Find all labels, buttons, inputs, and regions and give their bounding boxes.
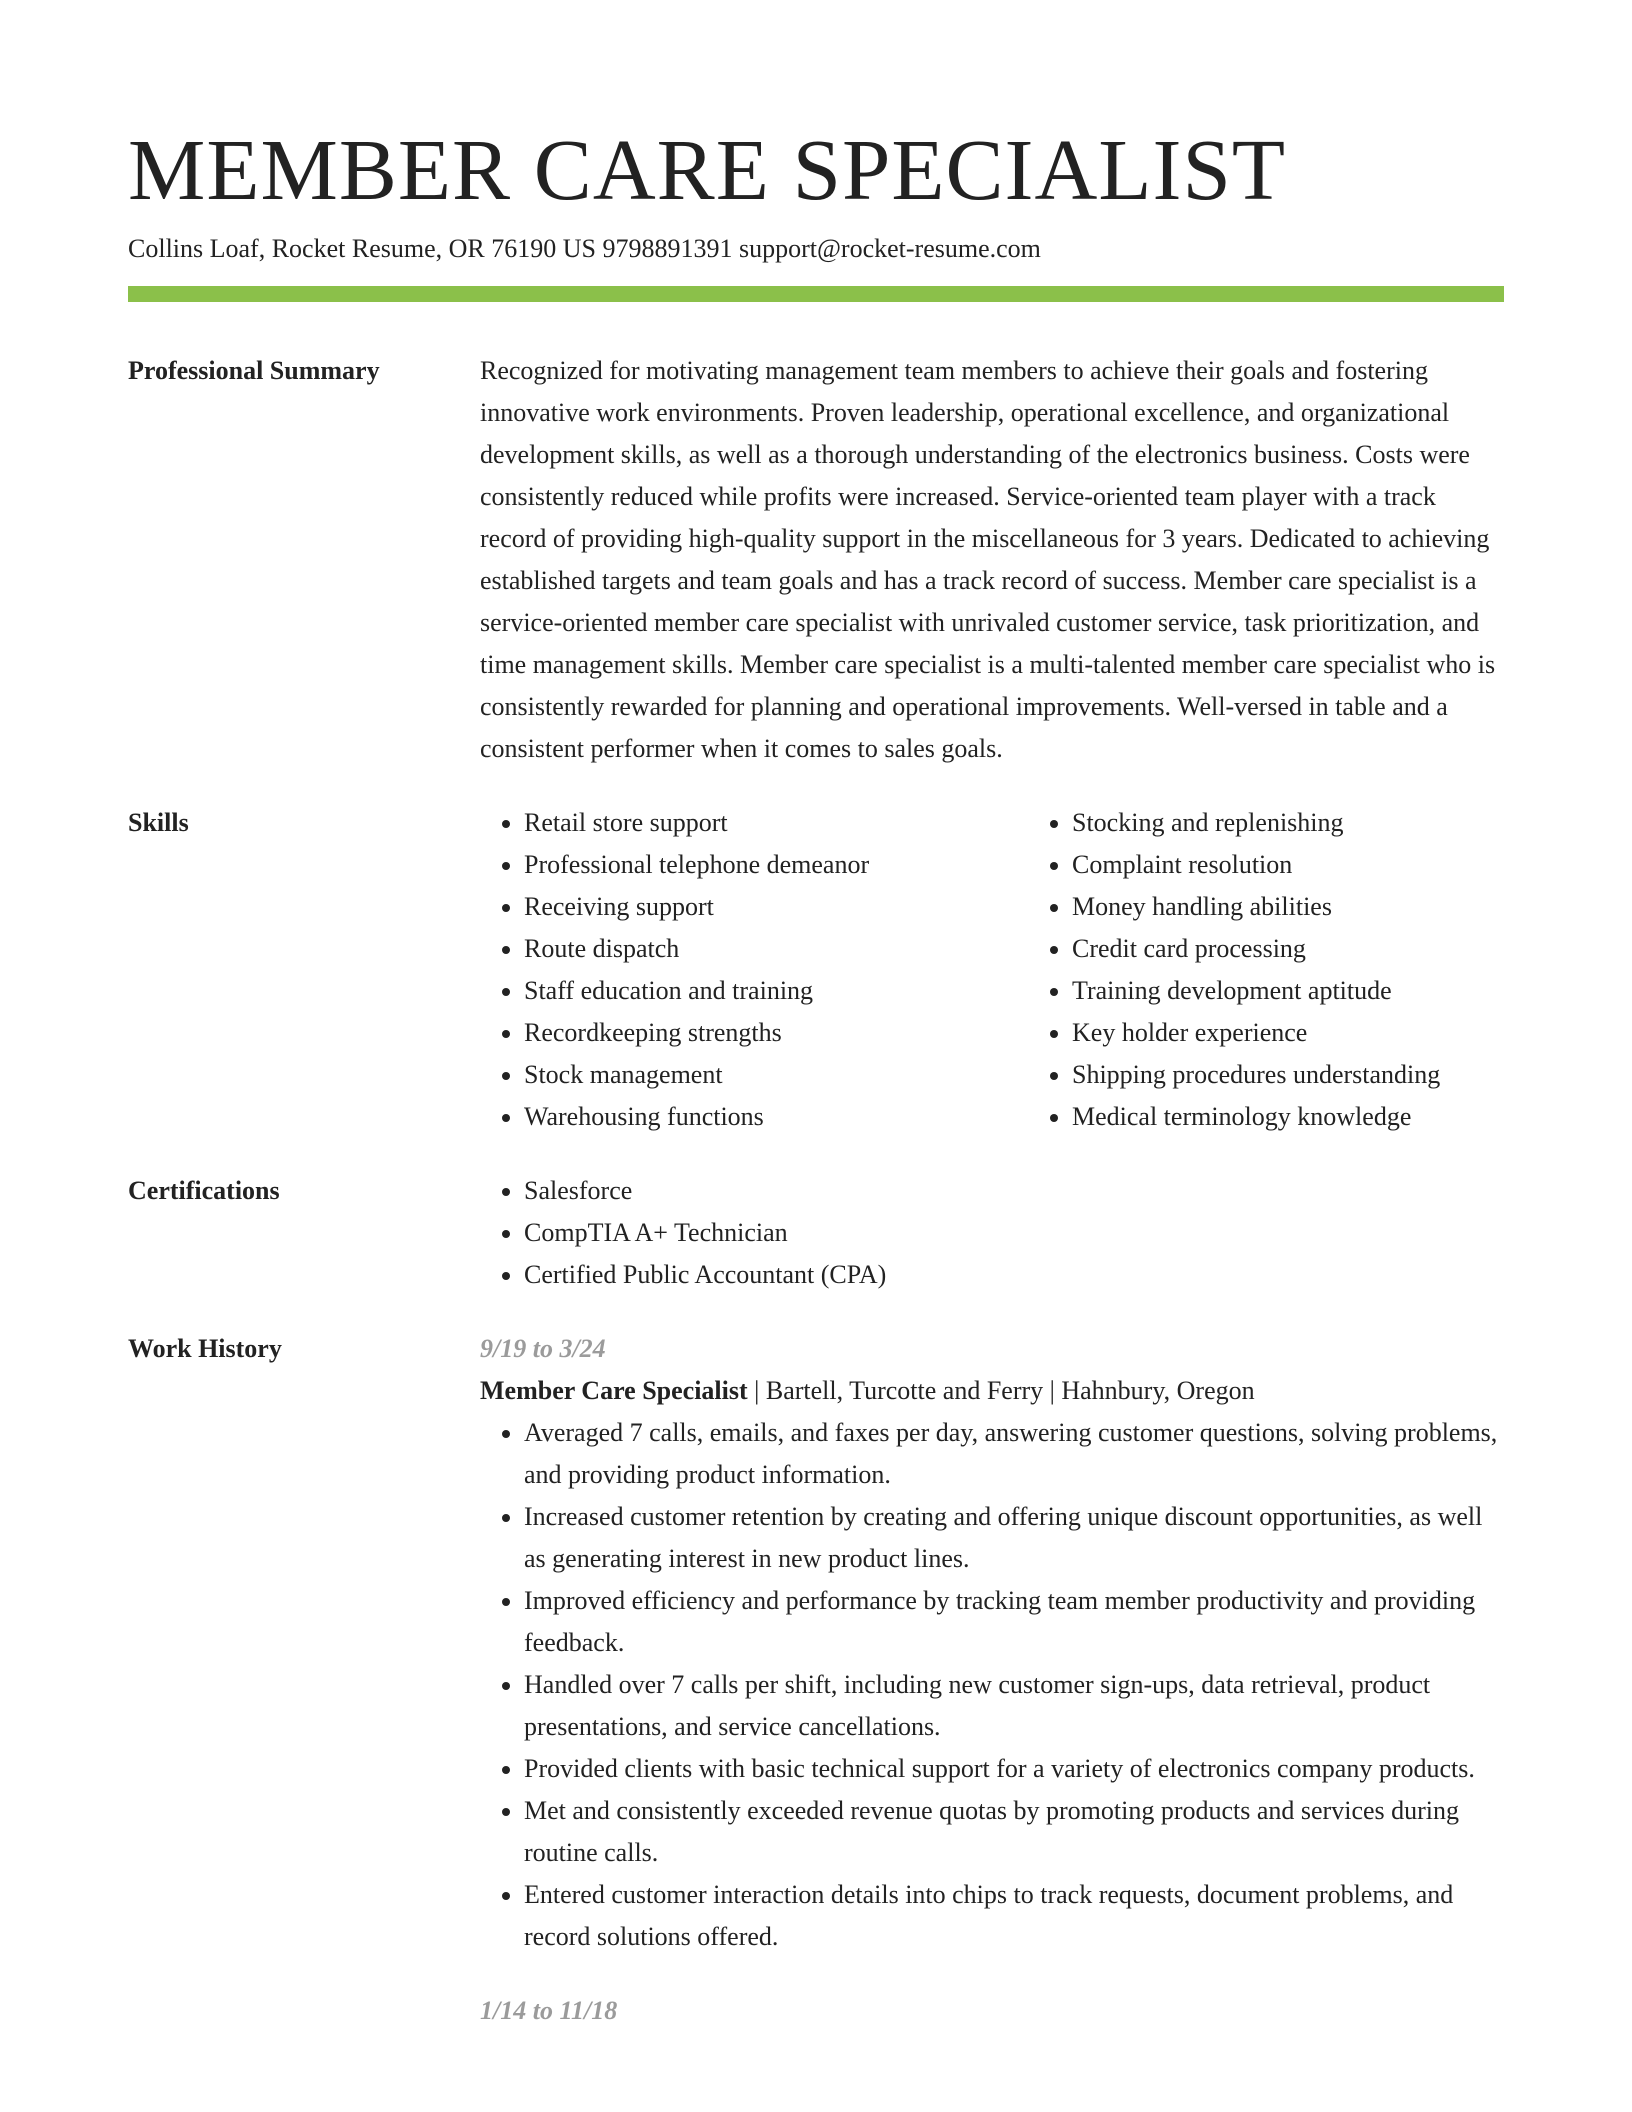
work-history-body xyxy=(480,1328,1504,2032)
job-title: Member Care Specialist xyxy=(480,1376,748,1405)
job-heading xyxy=(480,1370,1504,1412)
job-details: | Bartell, Turcotte and Ferry | Hahnbury, Oregon xyxy=(747,1376,1255,1405)
skill-item: • Medical terminology knowledge xyxy=(1072,1096,1576,1138)
skill-item: • Retail store support xyxy=(524,802,1028,844)
certification-item: • Salesforce xyxy=(524,1170,1504,1212)
accent-divider xyxy=(128,286,1504,302)
skill-item: • Training development aptitude xyxy=(1072,970,1576,1012)
certifications-label: Certifications xyxy=(128,1176,280,1205)
job-dates: 9/19 to 3/24 xyxy=(480,1334,606,1363)
job-bullet: • Handled over 7 calls per shift, including new customer sign-ups, data retrieval, product presentations, and service cancellations. xyxy=(524,1664,1504,1748)
job-bullet: • Entered customer interaction details into chips to track requests, document problems, and record solutions offered. xyxy=(524,1874,1504,1958)
job-entry xyxy=(480,1990,1504,2032)
skills-section xyxy=(128,802,1504,1138)
job-dates: 1/14 to 11/18 xyxy=(480,1996,618,2025)
skill-item: • Key holder experience xyxy=(1072,1012,1576,1054)
job-bullet: • Increased customer retention by creating and offering unique discount opportunities, as well as generating interest in new product lines. xyxy=(524,1496,1504,1580)
skill-item: • Stock management xyxy=(524,1054,1028,1096)
skill-item: • Receiving support xyxy=(524,886,1028,928)
skill-item: • Staff education and training xyxy=(524,970,1028,1012)
job-bullet: • Averaged 7 calls, emails, and faxes per day, answering customer questions, solving problems, and providing product information. xyxy=(524,1412,1504,1496)
resume-page xyxy=(128,0,1504,2032)
skills-grid xyxy=(480,802,1504,1138)
skills-list-right xyxy=(1028,802,1576,1138)
skills-list-left xyxy=(480,802,1028,1138)
job-bullets xyxy=(480,1412,1504,1958)
skill-item: • Recordkeeping strengths xyxy=(524,1012,1028,1054)
skill-item: • Stocking and replenishing xyxy=(1072,802,1576,844)
certification-item: • Certified Public Accountant (CPA) xyxy=(524,1254,1504,1296)
job-bullet: • Provided clients with basic technical support for a variety of electronics company products. xyxy=(524,1748,1504,1790)
skills-body xyxy=(480,802,1504,1138)
skill-item: • Shipping procedures understanding xyxy=(1072,1054,1576,1096)
certifications-section xyxy=(128,1170,1504,1296)
certification-item: • CompTIA A+ Technician xyxy=(524,1212,1504,1254)
summary-body xyxy=(480,350,1504,770)
job-bullet: • Met and consistently exceeded revenue quotas by promoting products and services during routine calls. xyxy=(524,1790,1504,1874)
skill-item: • Professional telephone demeanor xyxy=(524,844,1028,886)
contact-line: Collins Loaf, Rocket Resume, OR 76190 US 9798891391 support@rocket-resume.com xyxy=(128,234,1041,263)
skill-item: • Route dispatch xyxy=(524,928,1028,970)
summary-label: Professional Summary xyxy=(128,356,380,385)
skill-item: • Complaint resolution xyxy=(1072,844,1576,886)
resume-title: MEMBER CARE SPECIALIST xyxy=(128,121,1286,218)
skills-label: Skills xyxy=(128,808,189,837)
skill-item: • Credit card processing xyxy=(1072,928,1576,970)
certifications-list xyxy=(480,1170,1504,1296)
work-history-section xyxy=(128,1328,1504,2032)
skill-item: • Warehousing functions xyxy=(524,1096,1028,1138)
summary-section xyxy=(128,350,1504,770)
work-history-label: Work History xyxy=(128,1334,282,1363)
skill-item: • Money handling abilities xyxy=(1072,886,1576,928)
certifications-body xyxy=(480,1170,1504,1296)
job-entry xyxy=(480,1328,1504,1958)
summary-text: Recognized for motivating management team members to achieve their goals and fostering innovative work environments. Proven leadership, operational excellence, and organizational development skills, as well as a thorough understanding of the electronics business. Costs were consistently reduced while profits were increased. Service-oriented team player with a track record of providing high-quality support in the miscellaneous for 3 years. Dedicated to achieving established targets and team goals and has a track record of success. Member care specialist is a service-oriented member care specialist with unrivaled customer service, task prioritization, and time management skills. Member care specialist is a multi-talented member care specialist who is consistently rewarded for planning and operational improvements. Well-versed in table and a consistent performer when it comes to sales goals. xyxy=(480,356,1496,763)
job-bullet: • Improved efficiency and performance by tracking team member productivity and providing feedback. xyxy=(524,1580,1504,1664)
